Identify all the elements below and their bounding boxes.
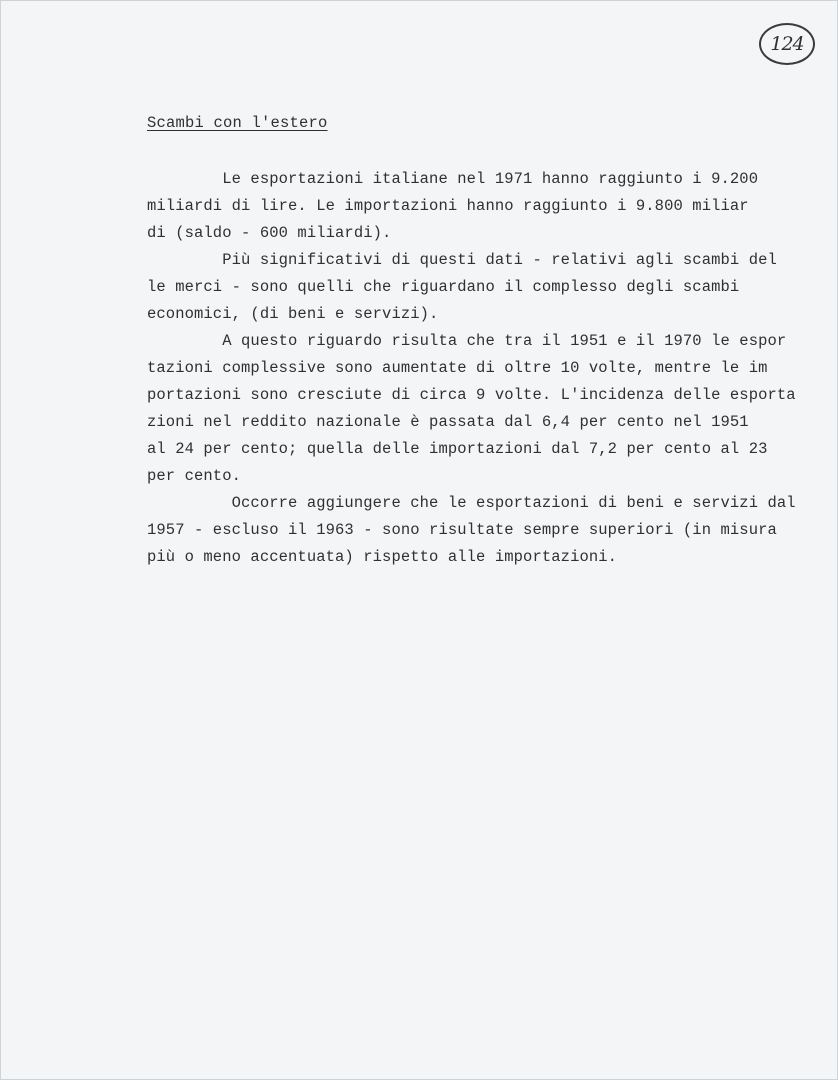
text-line: economici, (di beni e servizi). bbox=[147, 305, 439, 323]
text-line: A questo riguardo risulta che tra il 1951 e il 1970 le espor bbox=[147, 332, 787, 350]
document-body bbox=[147, 166, 817, 571]
paragraph-3 bbox=[147, 328, 817, 490]
page-number-stamp: 124 bbox=[759, 23, 815, 65]
text-line: di (saldo - 600 miliardi). bbox=[147, 224, 392, 242]
text-line: al 24 per cento; quella delle importazioni dal 7,2 per cento al 23 bbox=[147, 440, 768, 458]
text-line: le merci - sono quelli che riguardano il complesso degli scambi bbox=[147, 278, 740, 296]
text-line: tazioni complessive sono aumentate di oltre 10 volte, mentre le im bbox=[147, 359, 768, 377]
text-line: miliardi di lire. Le importazioni hanno raggiunto i 9.800 miliar bbox=[147, 197, 749, 215]
text-line: portazioni sono cresciute di circa 9 volte. L'incidenza delle esporta bbox=[147, 386, 796, 404]
text-line: Più significativi di questi dati - relativi agli scambi del bbox=[147, 251, 777, 269]
text-line: per cento. bbox=[147, 467, 242, 485]
text-line: Occorre aggiungere che le esportazioni di beni e servizi dal bbox=[147, 494, 796, 512]
text-line: più o meno accentuata) rispetto alle importazioni. bbox=[147, 548, 618, 566]
text-line: zioni nel reddito nazionale è passata dal 6,4 per cento nel 1951 bbox=[147, 413, 749, 431]
document-title: Scambi con l'estero bbox=[147, 114, 328, 132]
text-line: 1957 - escluso il 1963 - sono risultate sempre superiori (in misura bbox=[147, 521, 777, 539]
paragraph-1 bbox=[147, 166, 817, 247]
paragraph-4 bbox=[147, 490, 817, 571]
paragraph-2 bbox=[147, 247, 817, 328]
text-line: Le esportazioni italiane nel 1971 hanno raggiunto i 9.200 bbox=[147, 170, 759, 188]
